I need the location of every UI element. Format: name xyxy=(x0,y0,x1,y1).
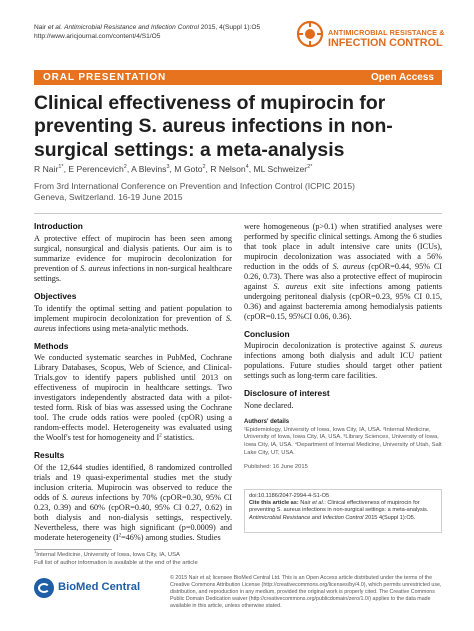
header-url-link[interactable]: http://www.aricjournal.com/content/4/S1/O5 xyxy=(34,32,161,40)
section-heading-results: Results xyxy=(34,450,65,461)
section-heading-objectives: Objectives xyxy=(34,290,77,301)
published-date: Published: 16 June 2015 xyxy=(244,464,308,471)
section-heading-disclosure: Disclosure of interest xyxy=(244,388,330,399)
section-heading-conclusion: Conclusion xyxy=(244,328,290,339)
introduction-text: A protective effect of mupirocin has been seen among surgical, nonsurgical and dialysis patients. Our aim is to summarize evidence for mupirocin decolonization for prevention of S. aureus infections in non-surgical healthcare settings. xyxy=(34,233,232,283)
aric-journal-logo-icon xyxy=(296,20,324,48)
right-column xyxy=(244,222,442,473)
citation-box xyxy=(244,489,442,533)
article-title: Clinical effectiveness of mupirocin for preventing S. aureus infections in non-surgical settings: a meta-analysis xyxy=(34,92,393,161)
results-continued-text: were homogeneous (p>0.1) when stratified analyses were performed by specific clinical settings. Among the 6 studies that took place in adult intensive care units (ICUs), mupirocin decolonization was associated with a 56% reduction in the odds of S. aureus (cpOR=0.44, 95% CI 0.26, 0.73). There was also a protective effect of mupirocin against S. aureus exit site infections among patients undergoing peritoneal dialysis (cpOR=0.23, 95% CI 0.15, 0.36) and against bacteremia among hemodialysis patients (cpOR=0.15, 95%CI 0.06, 0.36). xyxy=(244,222,443,321)
results-text: Of the 12,644 studies identified, 8 randomized controlled trials and 19 quasi-experimental studies met the study inclusion criteria. Mupirocin was observed to reduce the odds of S. aureus infections by 70% (cpOR=0.30, 95% CI 0.23, 0.39) and 60% (cpOR=0.40, 95% CI 0.27, 0.62) in both dialysis and non-dialysis settings, respectively. Nevertheless, there was high significant (p=0.0009) and moderate heterogeneity $(I^2=46\%)$ among studies. Studies xyxy=(34,463,233,542)
author-affiliations xyxy=(244,419,442,457)
conclusion-text: Mupirocin decolonization is protective against S. aureus infections among both dialysis and adult ICU patient populations. Future studies should target other patient settings such as long-term care facilities. xyxy=(244,341,443,381)
section-heading-introduction: Introduction xyxy=(34,221,83,231)
header-divider xyxy=(34,213,442,214)
affiliations-text: ¹Epidemiology, University of Iowa, Iowa City, IA, USA. ²Internal Medicine, University of Iowa, Iowa City, IA, USA. ³Library Sciences, University of Iowa, Iowa City, IA, USA. ⁴Department of Internal Medicine, University of Utah, Salt Lake City, UT, USA. xyxy=(244,426,442,456)
footnote-divider xyxy=(34,549,112,550)
publisher-logo xyxy=(34,577,141,599)
affiliations-heading: Authors' details xyxy=(244,419,290,426)
journal-header xyxy=(34,24,260,41)
logo-text-line2: INFECTION CONTROL xyxy=(328,37,443,49)
left-column xyxy=(34,222,232,551)
header-citation-line: Nair et al. Antimicrobial Resistance and Infection Control 2015, 4(Suppl 1):O5 xyxy=(34,24,261,31)
author-list: R Nair$^{1*}$, E Perencevich$^2$, A Blevins$^3$, M Goto$^2$, R Nelson$^4$, ML Schweizer$^{2*}$ xyxy=(34,164,313,174)
article-type-label: ORAL PRESENTATION xyxy=(43,72,167,83)
license-text: © 2015 Nair et al; licensee BioMed Central Ltd. This is an Open Access article distributed under the terms of the Creative Commons Attribution License (http://creativecommons.org/licenses/by/4.0), which permits unrestricted use, distribution, and reproduction in any medium, provided the original work is properly cited. The Creative Commons Public Domain Dedication waiver (http://creativecommons.org/publicdomain/zero/1.0/) applies to the data made available in this article, unless otherwise stated. xyxy=(170,575,442,610)
disclosure-text: None declared. xyxy=(244,401,294,411)
conference-info: From 3rd International Conference on Prevention and Infection Control (ICPIC 2015) Geneva, Switzerland. 16-19 June 2015 xyxy=(34,181,356,203)
journal-logo xyxy=(296,16,444,56)
citation-text: Cite this article as: Nair et al.: Clinical effectiveness of mupirocin for preventing S. aureus infections in non-surgical settings: a meta-analysis. Antimicrobial Resistance and Infection Control 2015 4(Suppl 1):O5. xyxy=(249,500,429,521)
doi-link[interactable]: doi:10.1186/2047-2994-4-S1-O5 xyxy=(249,493,330,499)
open-access-badge: Open Access xyxy=(371,72,434,83)
article-type-banner xyxy=(34,70,442,85)
publisher-name: BioMed Central xyxy=(58,581,141,593)
methods-text: We conducted systematic searches in PubMed, Cochrane Library Databases, Scopus, Web of Science, and Clinical-Trials.gov to identify papers published until 2013 on effectiveness of mupirocin in healthcare settings. Two investigators independently abstracted data with a pilot-tested form. Risk of bias was assessed using the Cochrane tool. The crude odds ratios were pooled (cpOR) using a random-effects model. Heterogeneity was evaluated using the Woolf's test for homogeneity and $I^2$ statistics. xyxy=(34,353,232,443)
section-heading-methods: Methods xyxy=(34,340,69,351)
objectives-text: To identify the optimal setting and patient population to implement mupirocin decolonization for prevention of S. aureus infections using meta-analytic methods. xyxy=(34,303,232,333)
biomed-central-logo-icon xyxy=(34,578,54,598)
footnote: $^1$Internal Medicine, University of Iowa, Iowa City, IA, USA Full list of author information is available at the end of the article xyxy=(34,549,198,566)
logo-text-line1: ANTIMICROBIAL RESISTANCE & xyxy=(328,28,445,37)
